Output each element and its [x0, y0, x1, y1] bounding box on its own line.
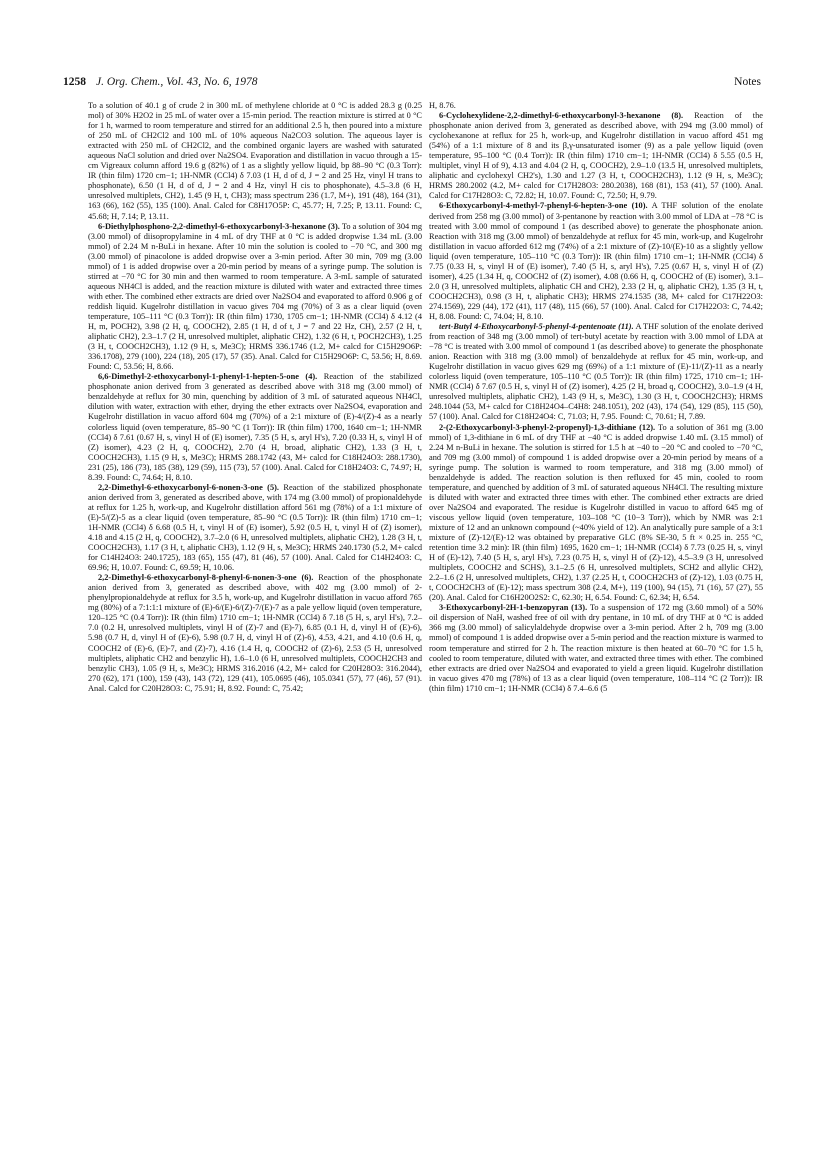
- compound-heading: 6-Ethoxycarbonyl-4-methyl-7-phenyl-6-hepten-3-one (10).: [439, 201, 648, 211]
- paragraph-compound-13: [429, 603, 763, 693]
- paragraph-compound-4: [88, 372, 422, 483]
- paragraph-text: Reaction of the phosphonate anion derived from 3, generated as described above, with 294 mg (3.00 mmol) of cyclohexanone at reflux for 25 h, work-up, and Kugelrohr distillation in vacuo afford 451 mg (54%) of a 1:1 mixture of 8 and its β,γ-unsaturated isomer (9) as a pale yellow liquid (oven temperature, 95–100 °C (0.4 Torr)): IR (thin film) 1710 cm−1; 1H-NMR (CCl4) δ 5.55 (0.5 H, multiplet, vinyl H of 9), 4.13 and 4.04 (2 H, q, COOCH2), 2.9–1.0 (13.5 H, unresolved multiplets, aliphatic and cyclohexyl CH2's), 1.30 and 1.27 (3 H, t, COOCH2CH3), 1.12 (9 H, s, Me3C); HRMS 280.2002 (4.2, M+ calcd for C17H28O3: 280.2038), 168 (81), 153 (41), 57 (100). Anal. Calcd for C17H28O3: C, 72.82; H, 10.07. Found: C, 72.50; H, 9.79.: [429, 111, 763, 201]
- compound-heading: 2,2-Dimethyl-6-ethoxycarbonyl-6-nonen-3-one (5).: [98, 482, 279, 492]
- paragraph-text: To a solution of 304 mg (3.00 mmol) of diisopropylamine in 4 mL of dry THF at 0 °C is added dropwise 1.34 mL (3.00 mmol) of 2.24 M n-BuLi in hexane. After 10 min the solution is cooled to −70 °C, and 300 mg (3.00 mmol) of pinacolone is added dropwise over a 3-min period. After 30 min, 709 mg (3.00 mmol) of 1 is added dropwise over a 20-min period by means of a syringe pump. The solution is stirred at −70 °C for 30 min and then warmed to room temperature. A 3-mL sample of saturated aqueous NH4Cl is added, and the reaction mixture is diluted with water and extracted three times with ether. The combined ether extracts are dried over Na2SO4 and evaporated to afford 0.906 g of reddish liquid. Kugelrohr distillation in vacuo gives 704 mg (70%) of 3 as a clear liquid (oven temperature, 105–111 °C (0.3 Torr)): IR (thin film) 1730, 1705 cm−1; 1H-NMR (CCl4) δ 4.12 (4 H, m, POCH2), 3.98 (2 H, q, COOCH2), 2.85 (1 H, d of t, J = 7 and 22 Hz, CH), 2.57 (2 H, t, aliphatic CH2), 2.3–1.7 (2 H, unresolved multiplet, aliphatic CH2), 1.32 (6 H, t, POCH2CH3), 1.25 (3 H, t, COOCH2CH3), 1.12 (9 H, s, Me3C); HRMS 336.1746 (1.2, M+ calcd for C15H29O6P: 336.1708), 279 (100), 224 (18), 205 (17), 57 (35). Anal. Calcd for C15H29O6P: C, 53.56; H, 8.69. Found: C, 53.56; H, 8.66.: [88, 221, 422, 372]
- compound-heading: 6-Diethylphosphono-2,2-dimethyl-6-ethoxycarbonyl-3-hexanone (3).: [98, 221, 340, 231]
- compound-heading: 6-Cyclohexylidene-2,2-dimethyl-6-ethoxycarbonyl-3-hexanone (8).: [439, 111, 684, 121]
- paragraph-text: To a solution of 40.1 g of crude 2 in 300 mL of methylene chloride at 0 °C is added 28.3 g (0.25 mol) of 30% H2O2 in 25 mL of water over a 15-min period. The reaction mixture is stirred at 0 °C for 1 h, warmed to room temperature and stirred for an additional 2.5 h, then poured into a mixture of 250 mL of CH2Cl2 and 100 mL of 10% aqueous Na2CO3 solution. The aqueous layer is extracted with 250 mL of CH2Cl2, and the combined organic layers are washed with saturated aqueous NaCl solution and dried over Na2SO4. Evaporation and distillation in vacuo through a 15-cm Vigreaux column afford 19.6 g (82%) of 1 as a slightly yellow liquid, bp 88–90 °C (0.3 Torr): IR (thin film) 1720 cm−1; 1H-NMR (CCl4) δ 7.03 (1 H, d of d, J = 2 and 25 Hz, vinyl H trans to phosphonate), 6.50 (1 H, d of d, J = 2 and 4 Hz, vinyl H cis to phosphonate), 4.5–3.8 (6 H, unresolved multiplets, CH2), 1.45 (9 H, t, CH3); mass spectrum 236 (1.7, M+), 191 (48), 164 (31), 163 (66), 162 (55), 135 (100). Anal. Calcd for C8H17O5P: C, 45.77; H, 7.25; P, 13.11. Found: C, 45.68; H, 7.14; P, 13.11.: [88, 101, 422, 221]
- paragraph-text: Reaction of the stabilized phosphonate anion derived from 3 generated as described above with 318 mg (3.00 mmol) of benzaldehyde at reflux for 30 min, quenching by addition of 3 mL of saturated aqueous NH4Cl, dilution with water, extraction with ether, drying the ether extracts over Na2SO4, evaporation and Kugelrohr distillation in vacuo afford 604 mg (70%) of a 2:1 mixture of (E)-4/(Z)-4 as a nearly colorless liquid (oven temperature, 85–90 °C (1 Torr)): IR (thin film) 1700, 1640 cm−1; 1H-NMR (CCl4) δ 7.61 (0.67 H, s, vinyl H of (E) isomer), 7.35 (5 H, s, aryl H's), 7.20 (0.33 H, s, vinyl H of (Z) isomer), 4.23 (2 H, q, COOCH2), 2.70 (4 H, broad, aliphatic CH2), 1.33 (3 H, t, COOCH2CH3), 1.15 (9 H, s, Me3C); HRMS 288.1742 (43, M+ calcd for C18H24O3: 288.1730), 231 (25), 186 (73), 185 (38), 129 (59), 115 (73), 57 (100). Anal. Calcd for C18H24O3: C, 74.97; H, 8.39. Found: C, 74.64; H, 8.10.: [88, 372, 423, 482]
- paragraph-compound-5: [88, 483, 422, 573]
- paragraph-text: To a solution of 361 mg (3.00 mmol) of 1,3-dithiane in 6 mL of dry THF at −40 °C is added dropwise 1.40 mL (3.15 mmol) of 2.24 M n-BuLi in hexane. The solution is stirred for 1.5 h at −40 to −20 °C and cooled to −70 °C, and 709 mg (3.00 mmol) of compound 1 is added dropwise over a 20-min period by means of a syringe pump. The solution is warmed to room temperature, and 318 mg (3.00 mmol) of benzaldehyde is added. The reaction solution is then refluxed for 45 min, cooled to room temperature, and quenched by addition of 3 mL of saturated aqueous NH4Cl. The resulting mixture is diluted with water and extracted three times with ether. The combined ether extracts are dried over Na2SO4 and evaporated. The residue is Kugelrohr distilled in vacuo to afford 645 mg of viscous yellow liquid (oven temperature, 103–108 °C (10−3 Torr)), which by NMR was 2:1 mixture of 12 and an unknown compound (~40% yield of 12). An analytically pure sample of a 3:1 mixture of (Z)-12/(E)-12 was obtained by preparative GLC (8% SE-30, 5 ft × 0.25 in. 255 °C, retention time 3.2 min): IR (thin film) 1695, 1620 cm−1; 1H-NMR (CCl4) δ 7.73 (0.25 H, s, vinyl H of (E)-12), 7.40 (5 H, s, aryl H's), 7.23 (0.75 H, s, vinyl H of (Z)-12), 4.5–3.9 (3 H, unresolved multiplets, COOCH2 and SCHS), 3.1–2.5 (6 H, unresolved multiplets, SCH2 and allylic CH2), 2.2–1.6 (2 H, unresolved multiplets, CH2), 1.37 (2.25 H, t, COOCH2CH3 of (Z)-12), 1.03 (0.75 H, t, COOCH2CH3 of (E)-12); mass spectrum 308 (2.4, M+), 119 (100), 94 (15), 71 (16), 57 (27), 55 (20). Anal. Calcd for C16H20O2S2: C, 62.30; H, 6.54. Found: C, 62.34; H, 6.54.: [429, 422, 763, 603]
- paragraph-compound-12: [429, 423, 763, 604]
- compound-heading: 2,2-Dimethyl-6-ethoxycarbonyl-8-phenyl-6-nonen-3-one (6).: [98, 573, 314, 583]
- paragraph-compound-8: [429, 111, 763, 201]
- page-number: 1258: [63, 76, 86, 88]
- paragraph-ozonolysis-procedure: [88, 101, 422, 222]
- paragraph-text: To a suspension of 172 mg (3.60 mmol) of a 50% oil dispersion of NaH, washed free of oil with dry pentane, in 10 mL of dry THF at 0 °C is added 366 mg (3.00 mmol) of salicylaldehyde dropwise over a 3-min period. After 2 h, 709 mg (3.00 mmol) of compound 1 is added dropwise over a 5-min period and the reaction mixture is warmed to room temperature and stirred for 2 h. The reaction mixture is then heated at 60–70 °C for 1.5 h, cooled to room temperature, diluted with water, and extracted three times with ether. The combined ether extracts are dried over Na2SO4 and evaporated to yield a green liquid. Kugelrohr distillation in vacuo gives 470 mg (78%) of 13 as a clear liquid (oven temperature, 108–114 °C (2 Torr)): IR (thin film) 1710 cm−1; 1H-NMR (CCl4) δ 7.4–6.6 (5: [429, 603, 764, 693]
- paragraph-compound-10: [429, 201, 763, 322]
- journal-citation: J. Org. Chem., Vol. 43, No. 6, 1978: [96, 76, 258, 88]
- paragraph-continuation: [429, 101, 763, 111]
- compound-heading: 3-Ethoxycarbonyl-2H-1-benzopyran (13).: [439, 603, 588, 613]
- right-column: [429, 101, 763, 694]
- paragraph-text: Reaction of the stabilized phosphonate anion derived from 3, generated as described above, with 174 mg (3.00 mmol) of propionaldehyde at reflux for 1.25 h, work-up, and Kugelrohr distillation afford 561 mg (78%) of a 1:1 mixture of (E)-5/(Z)-5 as a clear liquid (oven temperature, 85–90 °C (0.5 Torr)): IR (thin film) 1710 cm−1; 1H-NMR (CCl4) δ 6.68 (0.5 H, t, vinyl H of (E) isomer), 5.92 (0.5 H, t, vinyl H of (Z) isomer), 4.18 and 4.15 (2 H, q, COOCH2), 3.7–2.0 (6 H, unresolved multiplets, aliphatic CH2), 1.28 (3 H, t, COOCH2CH3), 1.17 (3 H, t, aliphatic CH3), 1.12 (9 H, s, Me3C); HRMS 240.1730 (5.2, M+ calcd for C14H24O3: 240.1725), 183 (65), 155 (47), 81 (46), 57 (100). Anal. Calcd for C14H24O3: C, 69.96; H, 10.07. Found: C, 69.59; H, 10.06.: [88, 482, 422, 573]
- compound-heading: 6,6-Dimethyl-2-ethoxycarbonyl-1-phenyl-1-hepten-5-one (4).: [98, 372, 318, 382]
- paragraph-text: A THF solution of the enolate derived from reaction of 348 mg (3.00 mmol) of tert-butyl acetate by reaction with 3.00 mmol of LDA at −78 °C is treated with 3.00 mmol of compound 1 (as described above) to generate the phosphonate anion. Reaction with 318 mg (3.00 mmol) of benzaldehyde at reflux for 45 min, work-up, and Kugelrohr distillation in vacuo gives 629 mg (69%) of a 1:1 mixture of (E)-11/(Z)-11 as a nearly colorless liquid (oven temperature, 105–110 °C (0.5 Torr)): IR (thin film) 1725, 1710 cm−1; 1H-NMR (CCl4) δ 7.67 (0.5 H, s, vinyl H of (Z) isomer), 4.25 (2 H, broad q, COOCH2), 3.0–1.9 (4 H, unresolved multiplets, aliphatic CH2), 1.43 (9 H, s, Me3C), 1.30 (3 H, t, COOCH2CH3); HRMS 248.1044 (53, M+ calcd for C18H24O4–C4H8: 248.1051), 202 (43), 174 (54), 129 (85), 115 (50), 57 (100). Anal. Calcd for C18H24O4: C, 71.03; H, 7.95. Found: C, 70.61; H, 7.89.: [429, 322, 763, 422]
- left-column: [88, 101, 422, 694]
- paragraph-text: Reaction of the phosphonate anion derived from 3, generated as described above, with 402 mg (3.00 mmol) of 2-phenylpropionaldehyde at reflux for 3.5 h, work-up, and Kugelrohr distillation in vacuo afford 765 mg (80%) of a 7:1:1:1 mixture of (E)-6/(E)-6/(Z)-7/(E)-7 as a pale yellow liquid (oven temperature, 120–125 °C (0.4 Torr)): IR (thin film) 1710 cm−1; 1H-NMR (CCl4) δ 7.18 (5 H, s, aryl H's), 7.2–7.0 (0.2 H, unresolved multiplets, vinyl H of (Z)-7 and (E)-7), 6.85 (0.1 H, d, vinyl H of (E)-6), 5.98 (0.7 H, d, vinyl H of (E)-6), 5.98 (0.7 H, d, vinyl H of (Z)-6), 4.53, 4.21, and 4.10 (0.6 H, q, COOCH2 of (E)-6, (E)-7, and (Z)-7), 4.16 (1.4 H, q, COOCH2 of (Z)-6), 2.53 (5 H, unresolved multiplets, aliphatic CH2 and benzylic H), 1.6–1.0 (6 H, unresolved multiplets, COOCH2CH3 and benzylic CH3), 1.05 (9 H, s, Me3C); HRMS 316.2016 (4.2, M+ calcd for C20H28O3: 316.2044), 270 (62), 171 (100), 159 (43), 143 (72), 129 (41), 105.0695 (46), 105.0341 (57), 77 (46), 57 (91). Anal. Calcd for C20H28O3: C, 75.91; H, 8.92. Found: C, 75.42;: [88, 573, 422, 693]
- paragraph-text: H, 8.76.: [429, 101, 456, 110]
- paragraph-compound-6: [88, 573, 422, 694]
- section-label: Notes: [734, 76, 761, 88]
- paragraph-compound-3: [88, 222, 422, 373]
- running-header: [63, 74, 761, 90]
- compound-heading: tert-Butyl 4-Ethoxycarbonyl-5-phenyl-4-pentenoate (11).: [439, 322, 634, 332]
- compound-heading: 2-(2-Ethoxycarbonyl-3-phenyl-2-propenyl)-1,3-dithiane (12).: [439, 422, 656, 432]
- paragraph-compound-11: [429, 322, 763, 422]
- paragraph-text: A THF solution of the enolate derived from 258 mg (3.00 mmol) of 3-pentanone by reaction with 3.00 mmol of LDA at −78 °C is treated with 3.00 mmol of compound 1 (as described above) to generate the phosphonate anion. Reaction with 318 mg (3.00 mmol) of benzaldehyde at reflux for 45 min, work-up, and Kugelrohr distillation in vacuo afforded 612 mg (74%) of a 2:1 mixture of (Z)-10/(E)-10 as a slightly yellow liquid (oven temperature, 105–110 °C (0.3 Torr)): IR (thin film) 1710 cm−1; 1H-NMR (CCl4) δ 7.75 (0.33 H, s, vinyl H of (E) isomer), 7.40 (5 H, s, aryl H's), 7.25 (0.67 H, s, vinyl H of (Z) isomer), 4.25 (1.34 H, q, COOCH2 of (Z) isomer), 4.08 (0.66 H, q, COOCH2 of (E) isomer), 3.1–2.0 (3 H, unresolved multiplets, aliphatic CH and CH2), 2.33 (2 H, q, aliphatic CH2), 1.35 (3 H, t, COOCH2CH3), 0.98 (3 H, t, aliphatic CH3); HRMS 274.1535 (38, M+ calcd for C17H22O3: 274.1569), 229 (44), 172 (41), 117 (48), 115 (66), 57 (100). Anal. Calcd for C17H22O3: C, 74.42; H, 8.08. Found: C, 74.04; H, 8.10.: [429, 201, 763, 321]
